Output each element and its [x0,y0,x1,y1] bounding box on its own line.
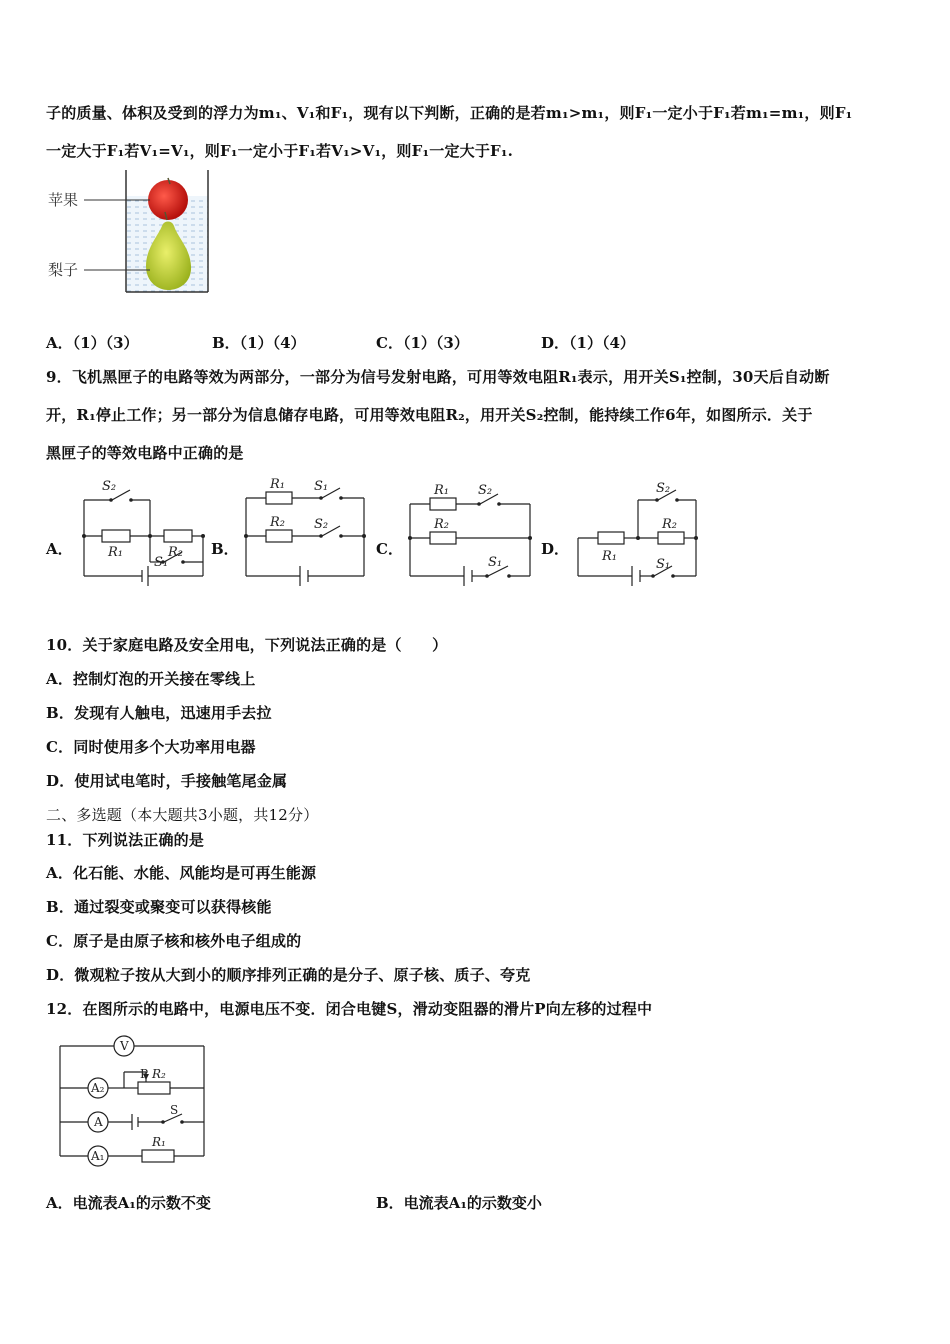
svg-text:A₂: A₂ [91,1081,105,1095]
svg-text:R₁: R₁ [602,549,617,564]
q11-option-c[interactable]: C．原子是由原子核和核外电子组成的 [46,932,302,950]
q9-text-line1: 9．飞机黑匣子的电路等效为两部分，一部分为信号发射电路，可用等效电阻R₁表示，用开关S₁控制，30天后自动断 [46,368,830,386]
q8-option-a[interactable]: A．（1）（3） [46,334,139,352]
circuit-b[interactable] [240,476,374,588]
q11-stem: 11．下列说法正确的是 [46,831,205,849]
q12-stem: 12．在图所示的电路中，电源电压不变．闭合电键S，滑动变阻器的滑片P向左移的过程中 [46,1000,653,1018]
q11-option-b[interactable]: B．通过裂变或聚变可以获得核能 [46,898,272,916]
svg-text:R₂: R₂ [168,545,183,560]
q10-option-b[interactable]: B．发现有人触电，迅速用手去拉 [46,704,272,722]
svg-text:A₁: A₁ [91,1149,105,1163]
apple-image [148,180,188,220]
circuit-d[interactable] [572,476,706,588]
svg-text:R₁: R₁ [270,477,285,492]
svg-text:S₂: S₂ [102,479,117,494]
svg-text:R₂: R₂ [434,517,449,532]
svg-text:S₁: S₁ [488,555,503,570]
section2-heading: 二、多选题（本大题共3小题，共12分） [46,806,319,824]
apple-pear-figure [46,168,216,298]
q12-option-a[interactable]: A．电流表A₁的示数不变 [46,1194,211,1212]
svg-text:R₁: R₁ [152,1135,166,1149]
q9-option-c[interactable]: C． [376,540,403,558]
q9-option-a[interactable]: A． [46,540,73,558]
q8-text-line2: 一定大于F₁若V₁=V₁，则F₁一定小于F₁若V₁>V₁，则F₁一定大于F₁. [46,142,514,160]
q10-stem: 10．关于家庭电路及安全用电，下列说法正确的是（ ） [46,636,448,654]
q8-option-b[interactable]: B．（1）（4） [212,334,306,352]
svg-text:R₂: R₂ [270,515,285,530]
apple-label: 苹果 [48,191,79,209]
q9-option-b[interactable]: B． [211,540,239,558]
q8-option-c[interactable]: C．（1）（3） [376,334,469,352]
svg-text:A: A [94,1115,103,1129]
q11-option-a[interactable]: A．化石能、水能、风能均是可再生能源 [46,864,317,882]
svg-text:R₂: R₂ [662,517,677,532]
svg-text:S₁: S₁ [154,555,169,570]
svg-text:S₂: S₂ [656,481,671,496]
svg-text:P: P [140,1067,149,1081]
svg-text:S₁: S₁ [314,479,329,494]
q11-option-d[interactable]: D．微观粒子按从大到小的顺序排列正确的是分子、原子核、质子、夸克 [46,966,531,984]
svg-text:S₁: S₁ [656,557,671,572]
q10-option-c[interactable]: C．同时使用多个大功率用电器 [46,738,256,756]
circuit-c[interactable] [404,476,538,588]
q10-option-d[interactable]: D．使用试电笔时，手接触笔尾金属 [46,772,288,790]
q12-option-b[interactable]: B．电流表A₁的示数变小 [376,1194,542,1212]
q9-text-line2: 开，R₁停止工作；另一部分为信息储存电路，可用等效电阻R₂，用开关S₂控制，能持续工作6年，如图所示．关于 [46,406,813,424]
q10-option-a[interactable]: A．控制灯泡的开关接在零线上 [46,670,256,688]
svg-text:V: V [120,1039,129,1053]
q9-text-line3: 黑匣子的等效电路中正确的是 [46,444,244,462]
q9-option-d[interactable]: D． [541,540,570,558]
q8-option-d[interactable]: D．（1）（4） [541,334,635,352]
circuit-a[interactable] [76,476,210,588]
svg-text:R₁: R₁ [434,483,449,498]
svg-text:S: S [170,1103,179,1117]
svg-text:R₁: R₁ [108,545,123,560]
svg-text:S₂: S₂ [478,483,493,498]
pear-label: 梨子 [48,261,79,279]
svg-text:R₂: R₂ [152,1067,166,1081]
q8-text-line1: 子的质量、体积及受到的浮力为m₁、V₁和F₁，现有以下判断，正确的是若m₁>m₁，则F₁一定小于F₁若m₁=m₁，则F₁ [46,104,853,122]
q12-circuit-figure [54,1030,214,1170]
svg-text:S₂: S₂ [314,517,329,532]
